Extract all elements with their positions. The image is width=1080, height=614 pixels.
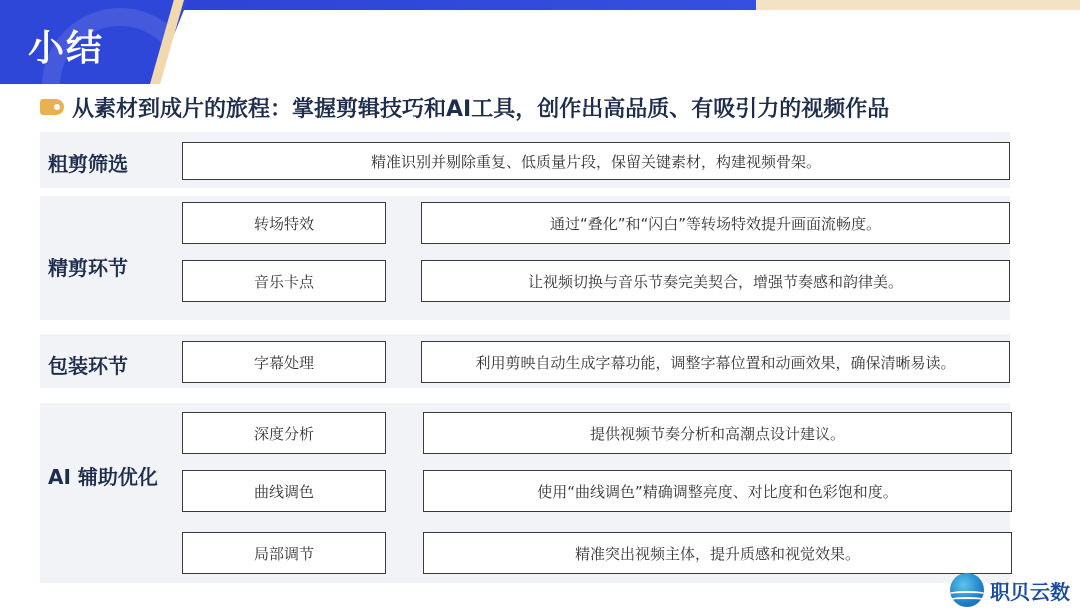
item-box: 音乐卡点: [182, 260, 386, 302]
slide-subtitle: 从素材到成片的旅程：掌握剪辑技巧和AI工具，创作出高品质、有吸引力的视频作品: [72, 97, 890, 122]
description-box: 提供视频节奏分析和高潮点设计建议。: [423, 412, 1012, 454]
tag-icon: [40, 99, 64, 115]
description-box: 精准突出视频主体，提升质感和视觉效果。: [423, 532, 1012, 574]
section-label: 包装环节: [48, 354, 128, 378]
page-title: 小结: [28, 28, 105, 69]
brand-logo: [950, 570, 1080, 610]
section-label: AI 辅助优化: [48, 465, 158, 489]
description-box: 精准识别并剔除重复、低质量片段，保留关键素材，构建视频骨架。: [182, 142, 1010, 180]
item-box: 深度分析: [182, 412, 386, 454]
description-box: 通过“叠化”和“闪白”等转场特效提升画面流畅度。: [421, 202, 1010, 244]
description-box: 让视频切换与音乐节奏完美契合，增强节奏感和韵律美。: [421, 260, 1010, 302]
item-box: 局部调节: [182, 532, 386, 574]
corner-decoration: [998, 0, 1068, 20]
section-ai-assist: [40, 403, 1010, 583]
section-fine-cut: [40, 196, 1010, 320]
description-box: 使用“曲线调色”精确调整亮度、对比度和色彩饱和度。: [423, 470, 1012, 512]
section-packaging: [40, 334, 1010, 388]
item-box: 字幕处理: [182, 341, 386, 383]
globe-wave-icon: [950, 573, 984, 607]
item-box: 转场特效: [182, 202, 386, 244]
section-label: 粗剪筛选: [48, 152, 128, 176]
section-label: 精剪环节: [48, 256, 128, 280]
item-box: 曲线调色: [182, 470, 386, 512]
logo-text: 职贝云数: [990, 579, 1070, 604]
description-box: 利用剪映自动生成字幕功能，调整字幕位置和动画效果，确保清晰易读。: [421, 341, 1010, 383]
section-rough-cut: [40, 132, 1010, 188]
